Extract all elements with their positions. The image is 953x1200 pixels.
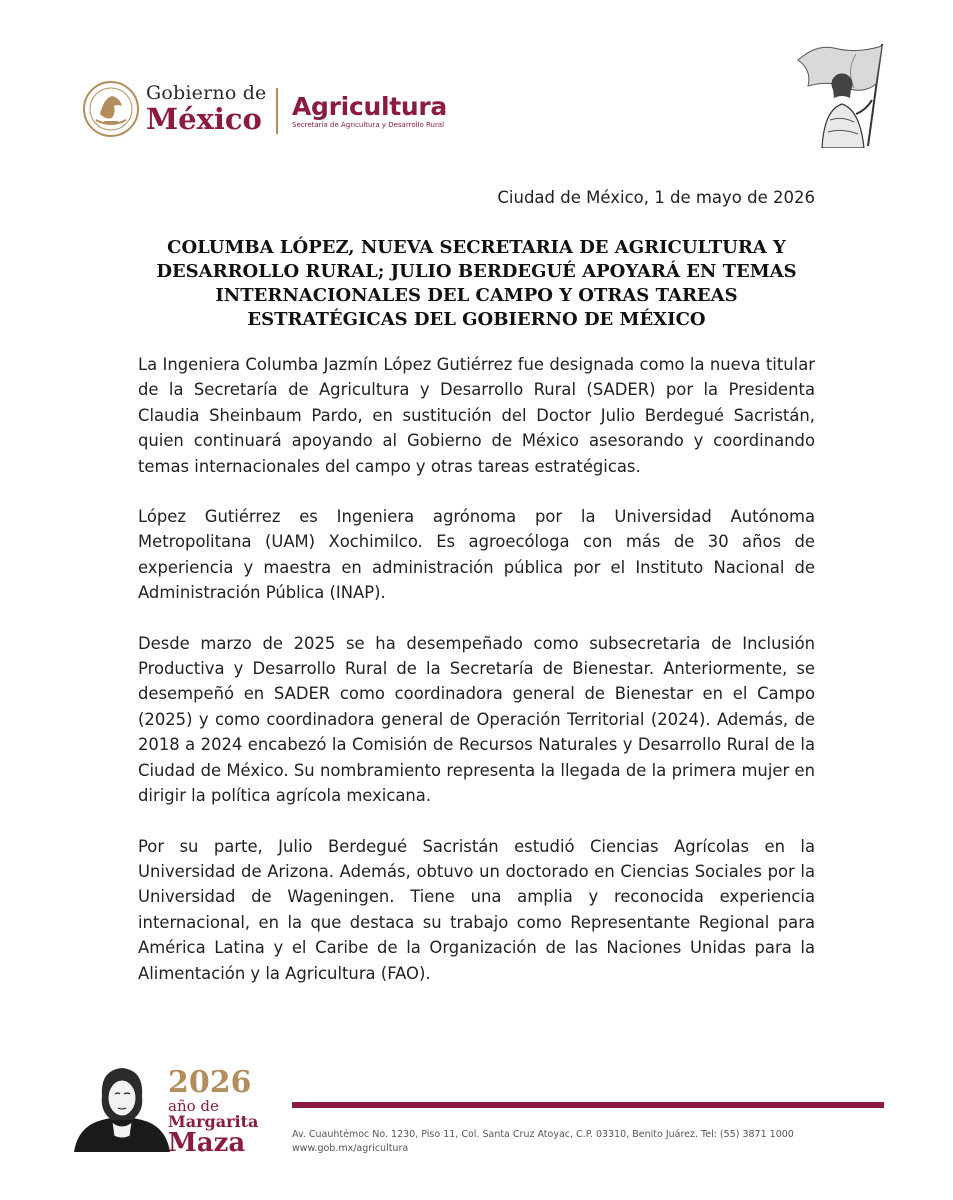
year-subtitle: año de	[168, 1097, 219, 1115]
year-emblem	[168, 1065, 259, 1158]
paragraph: López Gutiérrez es Ingeniera agrónoma por la Universidad Autónoma Metropolitana (UAM) Xochimilco. Es agroecóloga con más de 30 años de experiencia y maestra en administración pública por el Instituto Nacional de Administración Pública (INAP).	[138, 507, 815, 603]
footer-contact	[292, 1128, 794, 1156]
footer-website[interactable]: www.gob.mx/agricultura	[292, 1143, 409, 1154]
gob-line1: Gobierno de	[146, 82, 267, 104]
agricultura-wordmark	[292, 94, 447, 129]
document-date: Ciudad de México, 1 de mayo de 2026	[497, 188, 815, 207]
gobierno-de-mexico-wordmark	[146, 84, 267, 134]
year-name-first: Margarita	[168, 1112, 259, 1131]
government-logo	[82, 80, 462, 140]
agri-subtitle: Secretaría de Agricultura y Desarrollo Rural	[292, 121, 445, 129]
national-seal-icon	[82, 80, 140, 138]
press-release-title: COLUMBA LÓPEZ, NUEVA SECRETARIA DE AGRICULTURA Y DESARROLLO RURAL; JULIO BERDEGUÉ APOYARÁ EN TEMAS INTERNACIONALES DEL CAMPO Y OTRAS TAREAS ESTRATÉGICAS DEL GOBIERNO DE MÉXICO	[156, 237, 797, 330]
footer-bar	[292, 1102, 884, 1108]
paragraph: La Ingeniera Columba Jazmín López Gutiérrez fue designada como la nueva titular de la Secretaría de Agricultura y Desarrollo Rural (SADER) por la Presidenta Claudia Sheinbaum Pardo, en sustitución del Doctor Julio Berdegué Sacristán, quien continuará apoyando al Gobierno de México asesorando y coordinando temas internacionales del campo y otras tareas estratégicas.	[138, 355, 815, 476]
year-number: 2026	[168, 1065, 252, 1100]
year-name-last: Maza	[168, 1128, 246, 1158]
footer-address: Av. Cuauhtémoc No. 1230, Piso 11, Col. Santa Cruz Atoyac, C.P. 03310, Benito Juárez. Tel: (55) 3871 1000	[292, 1129, 794, 1140]
logo-divider	[276, 88, 278, 134]
margarita-maza-portrait	[72, 1060, 172, 1152]
woman-with-flag-illustration	[786, 40, 896, 148]
gob-line2: México	[146, 102, 262, 136]
press-release-body	[138, 352, 815, 1011]
agri-title: Agricultura	[292, 92, 447, 121]
paragraph: Por su parte, Julio Berdegué Sacristán estudió Ciencias Agrícolas en la Universidad de Arizona. Además, obtuvo un doctorado en Ciencias Sociales por la Universidad de Wageningen. Tiene una amplia y reconocida experiencia internacional, en la que destaca su trabajo como Representante Regional para América Latina y el Caribe de la Organización de las Naciones Unidas para la Alimentación y la Agricultura (FAO).	[138, 836, 815, 983]
paragraph: Desde marzo de 2025 se ha desempeñado como subsecretaria de Inclusión Productiva y Desarrollo Rural de la Secretaría de Bienestar. Anteriormente, se desempeñó en SADER como coordinadora general de Bienestar en el Campo (2025) y como coordinadora general de Operación Territorial (2024). Además, de 2018 a 2024 encabezó la Comisión de Recursos Naturales y Desarrollo Rural de la Ciudad de México. Su nombramiento representa la llegada de la primera mujer en dirigir la política agrícola mexicana.	[138, 633, 815, 806]
